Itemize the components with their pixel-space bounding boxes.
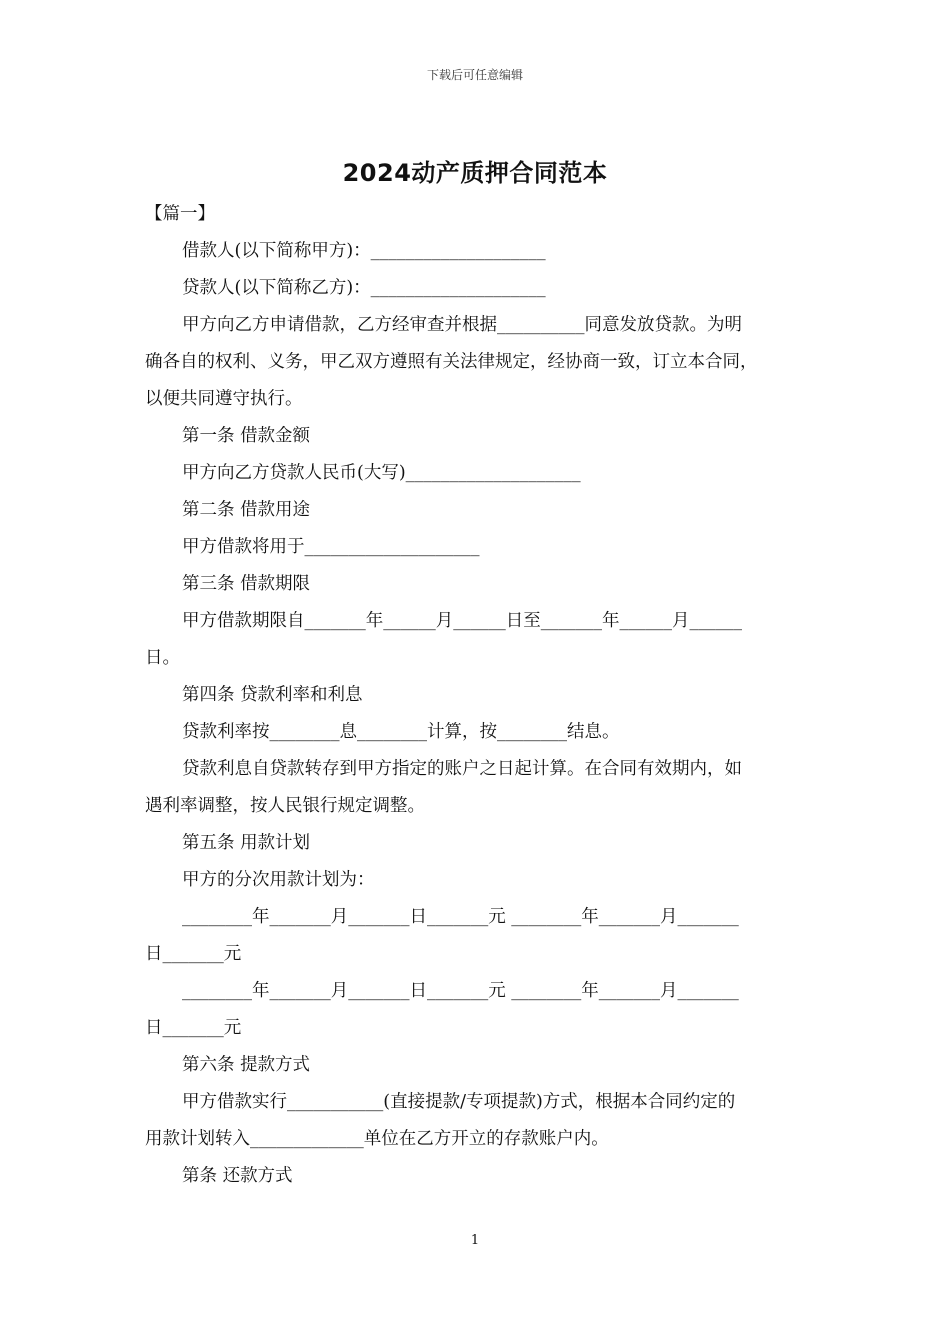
page-number: 1 bbox=[470, 1233, 480, 1248]
intro-line-3: 以便共同遵守执行。 bbox=[145, 389, 303, 409]
article-2-text: 甲方借款将用于____________________ bbox=[182, 537, 480, 557]
plan-row-2a: ________年_______月_______日_______元 ________年_______月_______ bbox=[182, 981, 739, 1001]
document-title: 2024动产质押合同范本 bbox=[342, 159, 608, 187]
article-4-text-1: 贷款利率按________息________计算，按________结息。 bbox=[182, 722, 620, 742]
article-6-text-2: 用款计划转入_____________单位在乙方开立的存款账户内。 bbox=[145, 1129, 609, 1149]
plan-row-1b: 日_______元 bbox=[145, 944, 242, 964]
intro-line-2: 确各自的权利、义务，甲乙双方遵照有关法律规定，经协商一致，订立本合同， bbox=[145, 352, 758, 372]
article-6-heading: 第六条 提款方式 bbox=[182, 1055, 311, 1075]
article-3-text-1: 甲方借款期限自_______年______月______日至_______年______月______ bbox=[182, 611, 742, 631]
document-body bbox=[145, 196, 813, 1195]
article-4-heading: 第四条 贷款利率和利息 bbox=[182, 685, 363, 705]
section-heading: 【篇一】 bbox=[145, 204, 215, 224]
lender-line: 贷款人(以下简称乙方)：____________________ bbox=[182, 278, 546, 298]
article-4-text-2: 贷款利息自贷款转存到甲方指定的账户之日起计算。在合同有效期内，如 bbox=[182, 759, 742, 779]
article-1-text: 甲方向乙方贷款人民币(大写)____________________ bbox=[182, 463, 581, 483]
article-3-heading: 第三条 借款期限 bbox=[182, 574, 311, 594]
article-7-heading: 第条 还款方式 bbox=[182, 1166, 293, 1186]
article-4-text-3: 遇利率调整，按人民银行规定调整。 bbox=[145, 796, 425, 816]
intro-line-1: 甲方向乙方申请借款，乙方经审查并根据__________同意发放贷款。为明 bbox=[182, 315, 742, 335]
plan-row-2b: 日_______元 bbox=[145, 1018, 242, 1038]
article-3-text-2: 日。 bbox=[145, 648, 180, 668]
article-1-heading: 第一条 借款金额 bbox=[182, 426, 311, 446]
article-5-heading: 第五条 用款计划 bbox=[182, 833, 311, 853]
header-note: 下载后可任意编辑 bbox=[426, 68, 523, 82]
plan-row-1a: ________年_______月_______日_______元 ________年_______月_______ bbox=[182, 907, 739, 927]
article-2-heading: 第二条 借款用途 bbox=[182, 500, 311, 520]
article-5-text: 甲方的分次用款计划为： bbox=[182, 870, 375, 890]
article-6-text-1: 甲方借款实行___________(直接提款/专项提款)方式，根据本合同约定的 bbox=[182, 1092, 736, 1112]
borrower-line: 借款人(以下简称甲方)：____________________ bbox=[182, 241, 546, 261]
